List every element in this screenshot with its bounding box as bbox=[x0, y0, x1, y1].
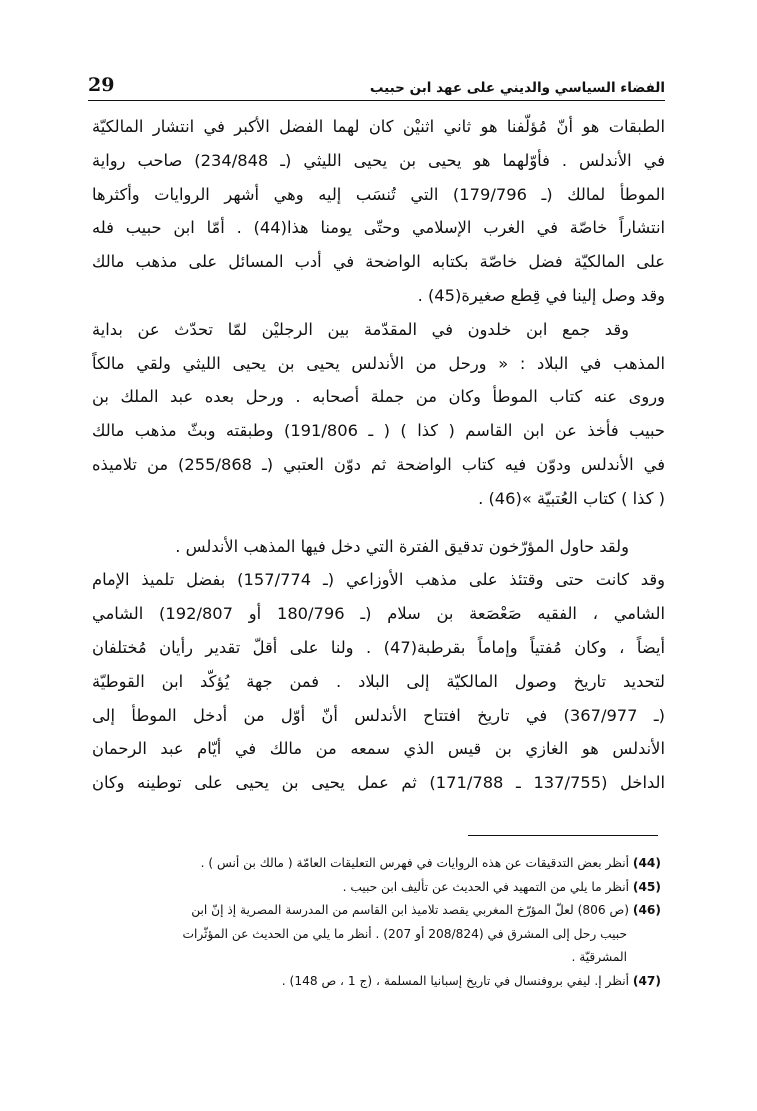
body-line: انتشاراً خاصّة في الغرب الإسلامي وحتّى يومنا هذا(44) . أمّا ابن حبيب فله bbox=[92, 218, 665, 238]
footnote-number: (47) bbox=[632, 973, 661, 988]
footnote-number: (46) bbox=[632, 903, 661, 917]
body-line: لتحديد تاريخ وصول المالكيّة إلى البلاد . فمن جهة يُؤكّد ابن القوطيّة bbox=[92, 671, 665, 691]
body-line: على المالكيّة فضل خاصّة بكتابه الواضحة في أدب المسائل على مذهب مالك bbox=[92, 252, 665, 272]
body-line: حبيب فأخذ عن ابن القاسم ( كذا ) ( ـ 191/806) وطبقته وبثّ مذهب مالك bbox=[92, 421, 665, 441]
body-line: في الأندلس . فأوّلهما هو يحيى بن يحيى الليثي (ـ 234/848) صاحب رواية bbox=[92, 150, 665, 170]
body-line: الداخل (137/755 ـ 171/788) ثم عمل يحيى بن يحيى على توطينه وكان bbox=[92, 773, 665, 793]
body-line: الأندلس هو الغازي بن قيس الذي سمعه من مالك في أيّام عبد الرحمان bbox=[92, 739, 665, 759]
body-line: الموطأ لمالك (ـ 179/796) التي تُنسَب إليه وهي أشهر الروايات وأكثرها bbox=[92, 184, 665, 204]
footnote-number: (44) bbox=[632, 856, 661, 870]
footnote-46-continued bbox=[108, 946, 661, 970]
footnote-separator bbox=[468, 835, 658, 836]
footnote-46 bbox=[108, 899, 661, 923]
body-line: الطبقات هو أنّ مُؤلّفنا هو ثاني اثنيْن كان لهما الفضل الأكبر في انتشار المالكيّة bbox=[92, 117, 665, 136]
body-line: في الأندلس ودوّن فيه كتاب الواضحة ثم دوّن العتبي (ـ 255/868) من تلاميذه bbox=[92, 454, 665, 474]
body-line: وقد كانت حتى وقتئذ على مذهب الأوزاعي (ـ 157/774) بفضل تلميذ الإمام bbox=[92, 570, 665, 590]
body-line: (ـ 367/977) في تاريخ افتتاح الأندلس أنّ أوّل من أدخل الموطأ إلى bbox=[92, 705, 665, 725]
body-line: ولقد حاول المؤرّخون تدقيق الفترة التي دخل فيها المذهب الأندلس . bbox=[175, 536, 629, 556]
body-line: أيضاً ، وكان مُفتياً وإماماً بقرطبة(47) . ولنا على أقلّ تقدير رأيان مُختلفان bbox=[92, 637, 665, 657]
footnote-text: أنظر بعض التدقيقات عن هذه الروايات في فهرس التعليقات العامّة ( مالك بن أنس ) . bbox=[200, 856, 629, 870]
footnote-text: حبيب رحل إلى المشرق في (208/824 أو 207) . أنظر ما يلي من الحديث عن المؤثّرات bbox=[182, 926, 627, 941]
body-line: وقد جمع ابن خلدون في المقدّمة بين الرجليْن لمّا تحدّث عن بداية bbox=[92, 319, 629, 339]
body-line: المذهب في البلاد : « ورحل من الأندلس يحيى بن يحيى الليثي ولقي مالكاً bbox=[92, 353, 665, 373]
footnote-text: (ص 806) لعلّ المؤرّخ المغربي يقصد تلاميذ ابن القاسم من المدرسة المصرية إذ إنّ ابن bbox=[191, 903, 629, 917]
footnote-45 bbox=[108, 876, 661, 900]
running-head: الفضاء السياسي والديني على عهد ابن حبيب bbox=[369, 80, 665, 96]
page-header bbox=[88, 68, 665, 101]
footnotes bbox=[108, 852, 661, 993]
body-text bbox=[92, 110, 665, 800]
body-line: وروى عنه كتاب الموطأ وكان من جملة أصحابه . ورحل بعده عبد الملك بن bbox=[92, 387, 665, 407]
footnote-47 bbox=[108, 970, 661, 994]
footnote-text: المشرقيّة . bbox=[571, 950, 627, 964]
footnote-text: أنظر ما يلي من التمهيد في الحديث عن تأليف ابن حبيب . bbox=[342, 879, 629, 894]
footnote-text: أنظر إ. ليفي بروفنسال في تاريخ إسبانيا المسلمة ، (ج 1 ، ص 148) . bbox=[281, 973, 629, 988]
body-line: وقد وصل إلينا في قِطع صغيرة(45) . bbox=[417, 285, 665, 305]
footnote-44 bbox=[108, 852, 661, 876]
body-line: ( كذا ) كتاب العُتبيّة »(46) . bbox=[478, 488, 665, 508]
body-line: الشامي ، الفقيه صَعْصَعة بن سلام (ـ 180/796 أو 192/807) الشامي bbox=[92, 604, 665, 624]
footnote-number: (45) bbox=[632, 879, 661, 894]
page-number: 29 bbox=[88, 74, 115, 96]
footnote-46-continued bbox=[108, 923, 661, 947]
